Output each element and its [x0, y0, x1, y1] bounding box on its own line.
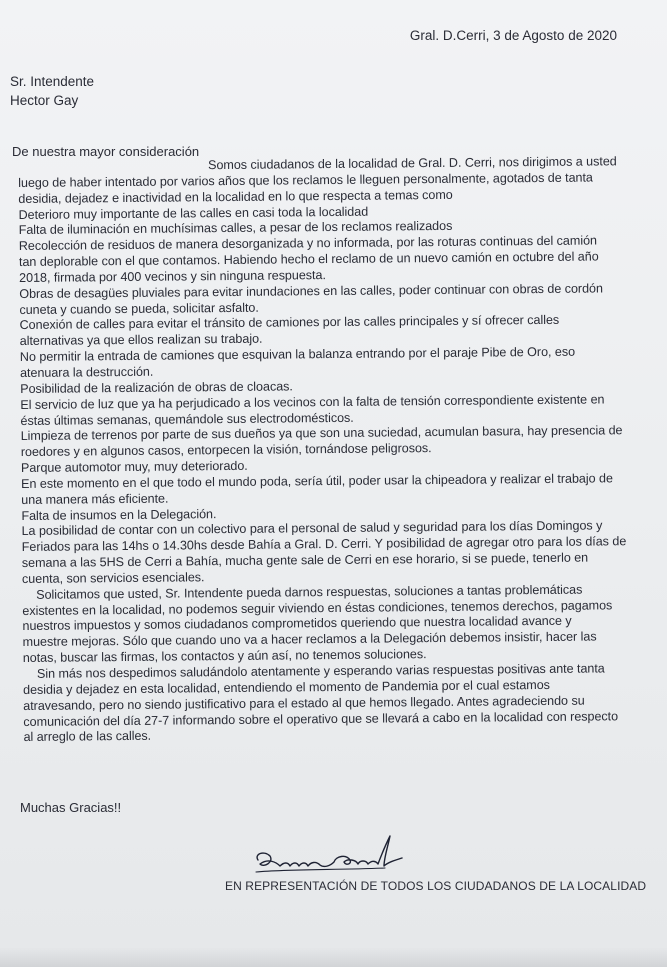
body-line: al arreglo de las calles.	[23, 729, 152, 745]
body-line: Parque automotor muy, muy deteriorado.	[20, 458, 248, 476]
page-shadow	[0, 947, 667, 967]
body-line: La posibilidad de contar con un colectivo para el personal de salud y seguridad para los días Domingos y	[21, 518, 603, 539]
body-line: luego de haber intentado por varios años que los reclamos le lleguen personalmente, agotados de tanta	[18, 170, 593, 190]
body-line: Somos ciudadanos de la localidad de Gral. D. Cerri, nos dirigimos a usted	[207, 154, 617, 173]
body-line: alternativas ya que ellos realizan su trabajo.	[19, 331, 263, 349]
body-line: tan deplorable con el que contamos. Habiendo hecho el reclamo de un nuevo camión en octubre del año	[18, 249, 599, 270]
letter-date: Gral. D.Cerri, 3 de Agosto de 2020	[409, 28, 617, 43]
body-line: atravesando, pero no siendo justificativo para el estado al que hemos llegado. Antes agradeciendo su	[23, 693, 585, 713]
body-line: Limpieza de terrenos por parte de sus dueños ya que son una suciedad, acumulan basura, hay presencia de	[20, 423, 623, 444]
body-line: notas, buscar las firmas, los contactos y aún así, no tenemos soluciones.	[22, 647, 427, 666]
body-line: Solicitamos que usted, Sr. Intendente pueda darnos respuestas, soluciones a tantas problemáticas	[36, 582, 583, 602]
representation-line: EN REPRESENTACIÓN DE TODOS LOS CIUDADANOS DE LA LOCALIDAD	[225, 879, 647, 893]
addressee-name: Hector Gay	[10, 93, 79, 108]
body-line: existentes en la localidad, no podemos seguir viviendo en éstas condiciones, tenemos derechos, pagamos	[22, 597, 613, 618]
body-line: Sin más nos despedimos saludándolo atentamente y esperando varias respuestas positivas ante tanta	[36, 661, 605, 681]
body-line: nuestros impuestos y somos ciudadanos comprometidos queriendo que nuestra localidad avance y	[22, 614, 572, 634]
body-line: desidia y dejadez en esta localidad, entendiendo el momento de Pandemia por el cual estamos	[23, 677, 550, 697]
addressee-title: Sr. Intendente	[10, 74, 95, 89]
letter-body	[18, 154, 646, 746]
body-line: comunicación del día 27-7 informando sobre el operativo que se llevará a cabo en la localidad con respecto	[23, 708, 619, 729]
body-line: éstas últimas semanas, quemándole sus electrodomésticos.	[20, 410, 354, 428]
greeting: De nuestra mayor consideración	[12, 144, 200, 159]
body-line: una manera más eficiente.	[21, 491, 169, 507]
body-line: Falta de iluminación en muchísimas calles, a pesar de los reclamos realizados	[18, 219, 453, 238]
body-line: El servicio de luz que ya ha perjudicado a los vecinos con la falta de tensión correspondiente existente en	[20, 392, 605, 412]
body-line: Falta de insumos en la Delegación.	[21, 506, 217, 523]
addressee	[10, 72, 94, 110]
body-line: semana a las 5HS de Cerri a Bahía, mucha gente sale de Cerri en ese horario, si se puede, tenerlo en	[21, 550, 589, 571]
body-line: En este momento en el que todo el mundo poda, sería útil, poder usar la chipeadora y realizar el trabajo de	[21, 471, 613, 491]
body-line: Feriados para las 14hs o 14.30hs desde Bahía a Gral. D. Cerri. Y posibilidad de agregar otro para los días de	[21, 534, 627, 555]
body-line: roedores y en algunos casos, entorpecen la visión, tornándose peligrosos.	[20, 441, 432, 460]
body-line: cuenta, son servicios esenciales.	[21, 570, 205, 586]
handwritten-signature-icon	[250, 832, 410, 878]
body-line: muestre mejoras. Sólo que cuando uno va a hacer reclamos a la Delegación debemos insistir, hacer las	[22, 629, 597, 650]
body-line: Posibilidad de la realización de obras de cloacas.	[20, 379, 293, 396]
body-line: cuneta y cuando se pueda, solicitar asfalto.	[19, 300, 259, 317]
body-line: desidia, dejadez e inactividad en la localidad en lo que respecta a temas como	[18, 187, 453, 206]
body-line: Conexión de calles para evitar el tránsito de camiones por las calles principales y sí ofrecer calles	[19, 313, 560, 333]
body-line: Recolección de residuos de manera desorganizada y no informada, por las roturas continuas del camión	[18, 233, 598, 254]
body-line: atenuara la destrucción.	[19, 364, 154, 380]
body-line: 2018, firmada por 400 vecinos y sin ninguna respuesta.	[19, 267, 326, 285]
body-line: Obras de desagües pluviales para evitar inundaciones en las calles, poder continuar con obras de cordón	[19, 281, 603, 301]
closing: Muchas Gracias!!	[20, 800, 122, 815]
body-line: Deterioro muy importante de las calles en casi toda la localidad	[18, 204, 369, 222]
body-line: No permitir la entrada de camiones que esquivan la balanza entrando por el paraje Pibe de Oro, eso	[19, 344, 576, 365]
